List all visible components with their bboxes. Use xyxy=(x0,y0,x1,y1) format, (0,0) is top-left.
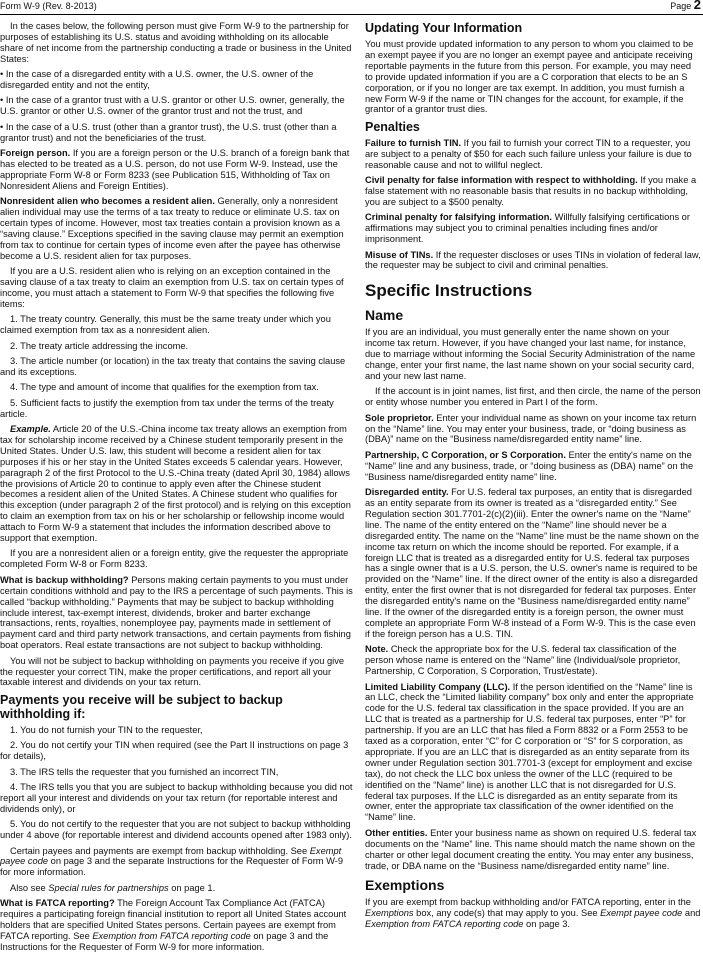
term-heading: Foreign person. xyxy=(0,148,71,159)
term-heading: Nonresident alien who becomes a resident alien. xyxy=(0,196,215,207)
list-item: 2. The treaty article addressing the income. xyxy=(10,340,189,351)
paragraph: You will not be subject to backup withholding on payments you receive if you give the requester your correct TIN, make the proper certifications, and report all your taxable interest and dividends on your tax return. xyxy=(0,655,345,688)
term-heading: What is backup withholding? xyxy=(0,574,129,585)
paragraph: Also see Special rules for partnerships on page 1. xyxy=(10,882,216,893)
section-heading: Penalties xyxy=(365,119,420,134)
paragraph: Example. Article 20 of the U.S.-China income tax treaty allows an exemption from tax for scholarship income received by a Chinese student temporarily present in the United States. Under U.S. law, this student will become a resident alien for tax purposes if his or her stay in the United States exceeds 5 calendar years. However, paragraph 2 of the first Protocol to the U.S.-China treaty (dated April 30, 1984) allows the provisions of Article 20 to continue to apply even after the Chinese student becomes a resident alien of the United States. A Chinese student who qualifies for this exception (under paragraph 2 of the first protocol) and is relying on this exception to claim an exemption from tax on his or her scholarship or fellowship income would attach to Form W-9 a statement that includes the information described above to support that exemption. xyxy=(0,424,351,544)
page-indicator xyxy=(670,0,701,12)
paragraph: Partnership, C Corporation, or S Corporation. Enter the entity's name on the “Name” line and any business, trade, or “doing business as (DBA) name” on the “Business name/disregarded entity name” line. xyxy=(365,449,694,482)
term-heading: Misuse of TINs. xyxy=(365,249,434,260)
bullet-item: • In the case of a disregarded entity with a U.S. owner, the U.S. owner of the disregarded entity and not the entity, xyxy=(0,69,314,91)
paragraph: Failure to furnish TIN. If you fail to furnish your correct TIN to a requester, you are subject to a penalty of $50 for each such failure unless your failure is due to reasonable cause and not to willful neglect. xyxy=(365,137,692,170)
bullet-item: • In the case of a grantor trust with a U.S. grantor or other U.S. owner, generally, the U.S. grantor or other U.S. owner of the grantor trust and not the trust, and xyxy=(0,95,345,117)
right-column xyxy=(365,21,701,930)
term-heading: Criminal penalty for falsifying information. xyxy=(365,212,552,223)
list-item: 1. You do not furnish your TIN to the requester, xyxy=(10,724,203,735)
paragraph: Nonresident alien who becomes a resident alien. Generally, only a nonresident alien individual may use the terms of a tax treaty to reduce or eliminate U.S. tax on certain types of income. However, most tax treaties contain a provision known as a “saving clause.” Exceptions specified in the saving clause may permit an exemption from tax to continue for certain types of income even after the payee has otherwise become a U.S. resident alien for tax purposes. xyxy=(0,196,344,261)
form-label: Form W-9 (Rev. 8-2013) xyxy=(0,1,97,11)
list-item: 1. The treaty country. Generally, this must be the same treaty under which you claimed exemption from tax as a nonresident alien. xyxy=(0,314,331,336)
list-item: 3. The IRS tells the requester that you furnished an incorrect TIN, xyxy=(10,766,279,777)
paragraph: Other entities. Enter your business name as shown on required U.S. federal tax documents on the “Name” line. This name should match the name shown on the charter or other legal document creating the entity. You may enter any business, trade, or DBA name on the “Business name/disregarded entity name” line. xyxy=(365,827,697,871)
term-heading: Disregarded entity. xyxy=(365,487,449,498)
paragraph: If you are exempt from backup withholding and/or FATCA reporting, enter in the Exemptions box, any code(s) that may apply to you. See Exempt payee code and Exemption from FATCA reporting code on page 3. xyxy=(365,897,701,930)
paragraph: Limited Liability Company (LLC). If the person identified on the “Name” line is an LLC, check the “Limited liability company” box only and enter the appropriate code for the U.S. federal tax classification in the space provided. If you are an LLC that is treated as a partnership for U.S. federal tax purposes, enter “P” for partnership. If you are an LLC that has filed a Form 8832 or a Form 2553 to be taxed as a corporation, enter “C” for C corporation or “S” for S corporation, as appropriate. If you are an LLC that is disregarded as an entity separate from its owner under Regulation section 301.7701-3 (except for employment and excise tax), do not check the LLC box unless the owner of the LLC (required to be identified on the “Name” line) is another LLC that is not disregarded for U.S. federal tax purposes. If the LLC is disregarded as an entity separate from its owner, enter the appropriate tax classification of the owner identified on the “Name” line. xyxy=(365,681,694,823)
term-heading: Civil penalty for false information with respect to withholding. xyxy=(365,175,638,186)
paragraph: Sole proprietor. Enter your individual name as shown on your income tax return on the “Name” line. You may enter your business, trade, or “doing business as (DBA)” name on the “Business name/disregarded entity name” line. xyxy=(365,412,697,445)
list-item: 5. Sufficient facts to justify the exemption from tax under the terms of the treaty article. xyxy=(0,397,334,419)
term-heading: Limited Liability Company (LLC). xyxy=(365,681,511,692)
section-heading: Specific Instructions xyxy=(365,281,533,301)
term-heading: Example. xyxy=(10,424,51,434)
paragraph: Certain payees and payments are exempt from backup withholding. See Exempt payee code on page 3 and the separate Instructions for the Requester of Form W-9 for more information. xyxy=(0,845,343,878)
paragraph: Note. Check the appropriate box for the U.S. federal tax classification of the person whose name is entered on the “Name” line (Individual/sole proprietor, Partnership, C Corporation, S Corporation, Trust/estate). xyxy=(365,644,681,677)
term-heading: What is FATCA reporting? xyxy=(0,898,115,909)
list-item: 4. The IRS tells you that you are subject to backup withholding because you did not report all your interest and dividends on your tax return (for reportable interest and dividends only), or xyxy=(0,781,353,814)
left-column xyxy=(0,21,354,952)
term-heading: Note. xyxy=(365,644,389,655)
paragraph: If you are a nonresident alien or a foreign entity, give the requester the appropriate completed Form W-8 or Form 8233. xyxy=(0,548,349,570)
paragraph: Foreign person. If you are a foreign person or the U.S. branch of a foreign bank that has elected to be treated as a U.S. person, do not use Form W-9. Instead, use the appropriate Form W-8 or Form 8233 (see Publication 515, Withholding of Tax on Nonresident Aliens and Foreign Entities). xyxy=(0,148,350,191)
list-item: 4. The type and amount of income that qualifies for the exemption from tax. xyxy=(10,382,319,393)
paragraph: If the account is in joint names, list first, and then circle, the name of the person or entity whose number you entered in Part I of the form. xyxy=(365,386,701,408)
list-item: 2. You do not certify your TIN when required (see the Part II instructions on page 3 for details), xyxy=(0,740,349,762)
paragraph: What is backup withholding? Persons making certain payments to you must under certain conditions withhold and pay to the IRS a percentage of such payments. This is called “backup withholding.” Payments that may be subject to backup withholding include interest, tax-exempt interest, dividends, broker and barter exchange transactions, rents, royalties, nonemployee pay, payments made in settlement of payment card and third party network transactions, and certain payments from fishing boat operators. Real estate transactions are not subject to backup withholding. xyxy=(0,574,353,651)
page-number: 2 xyxy=(693,0,701,12)
page-prefix: Page xyxy=(670,1,692,11)
page-header xyxy=(0,0,703,15)
paragraph: Criminal penalty for falsifying information. Willfully falsifying certifications or affirmations may subject you to criminal penalties including fines and/or imprisonment. xyxy=(365,212,690,245)
paragraph: If you are a U.S. resident alien who is relying on an exception contained in the saving clause of a tax treaty to claim an exemption from U.S. tax on certain types of income, you must attach a statement to Form W-9 that specifies the following five items: xyxy=(0,266,344,309)
paragraph: Civil penalty for false information with respect to withholding. If you make a false statement with no reasonable basis that results in no backup withholding, you are subject to a $500 penalty. xyxy=(365,175,697,207)
paragraph: If you are an individual, you must generally enter the name shown on your income tax return. However, if you have changed your last name, for instance, due to marriage without informing the Social Security Administration of the name change, enter your first name, the last name shown on your social security card, and your new last name. xyxy=(365,327,696,381)
list-item: 3. The article number (or location) in the tax treaty that contains the saving clause and its exceptions. xyxy=(0,355,346,377)
list-item: 5. You do not certify to the requester that you are not subject to backup withholding under 4 above (for reportable interest and dividend accounts opened after 1983 only). xyxy=(0,819,352,841)
paragraph: You must provide updated information to any person to whom you claimed to be an exempt payee if you are no longer an exempt payee and anticipate receiving reportable payments in the future from this person. For example, you may need to provide updated information if you are a C corporation that elects to be an S corporation, or if you no longer are tax exempt. In addition, you must furnish a new Form W-9 if the name or TIN changes for the account, for example, if the grantor of a grantor trust dies. xyxy=(365,39,694,115)
paragraph: Disregarded entity. For U.S. federal tax purposes, an entity that is disregarded as an entity separate from its owner is treated as a “disregarded entity.” See Regulation section 301.7701-2(c)(2)(iii). Enter the owner's name on the “Name” line. The name of the entity entered on the “Name” line should never be a disregarded entity. The name on the “Name” line must be the name shown on the income tax return on which the income should be reported. For example, if a foreign LLC that is treated as a disregarded entity for U.S. federal tax purposes has a single owner that is a U.S. person, the U.S. owner's name is required to be provided on the “Name” line. If the direct owner of the entity is also a disregarded entity, enter the first owner that is not disregarded for federal tax purposes. Enter the disregarded entity's name on the “Business name/disregarded entity name” line. If the owner of the disregarded entity is a foreign person, the owner must complete an appropriate Form W-8 instead of a Form W-9. This is the case even if the foreign person has a U.S. TIN. xyxy=(365,487,700,639)
paragraph: In the cases below, the following person must give Form W-9 to the partnership for purposes of establishing its U.S. status and avoiding withholding on its allocable share of net income from the partnership conducting a trade or business in the United States: xyxy=(0,21,352,64)
bullet-item: • In the case of a U.S. trust (other than a grantor trust), the U.S. trust (other than a grantor trust) and not the beneficiaries of the trust. xyxy=(0,121,337,143)
subsection-heading: Name xyxy=(365,307,404,324)
subsection-heading: Exemptions xyxy=(365,877,445,894)
paragraph: What is FATCA reporting? The Foreign Account Tax Compliance Act (FATCA) requires a participating foreign financial institution to report all United States account holders that are specified United States persons. Certain payees are exempt from FATCA reporting. See Exemption from FATCA reporting code on page 3 and the Instructions for the Requester of Form W-9 for more information. xyxy=(0,898,347,952)
term-heading: Partnership, C Corporation, or S Corporation. xyxy=(365,449,566,460)
term-heading: Sole proprietor. xyxy=(365,412,434,423)
term-heading: Failure to furnish TIN. xyxy=(365,137,462,148)
paragraph: Misuse of TINs. If the requester discloses or uses TINs in violation of federal law, the requester may be subject to civil and criminal penalties. xyxy=(365,249,701,271)
section-heading: Payments you receive will be subject to backup withholding if: xyxy=(0,692,283,721)
section-heading: Updating Your Information xyxy=(365,21,523,35)
term-heading: Other entities. xyxy=(365,827,428,838)
